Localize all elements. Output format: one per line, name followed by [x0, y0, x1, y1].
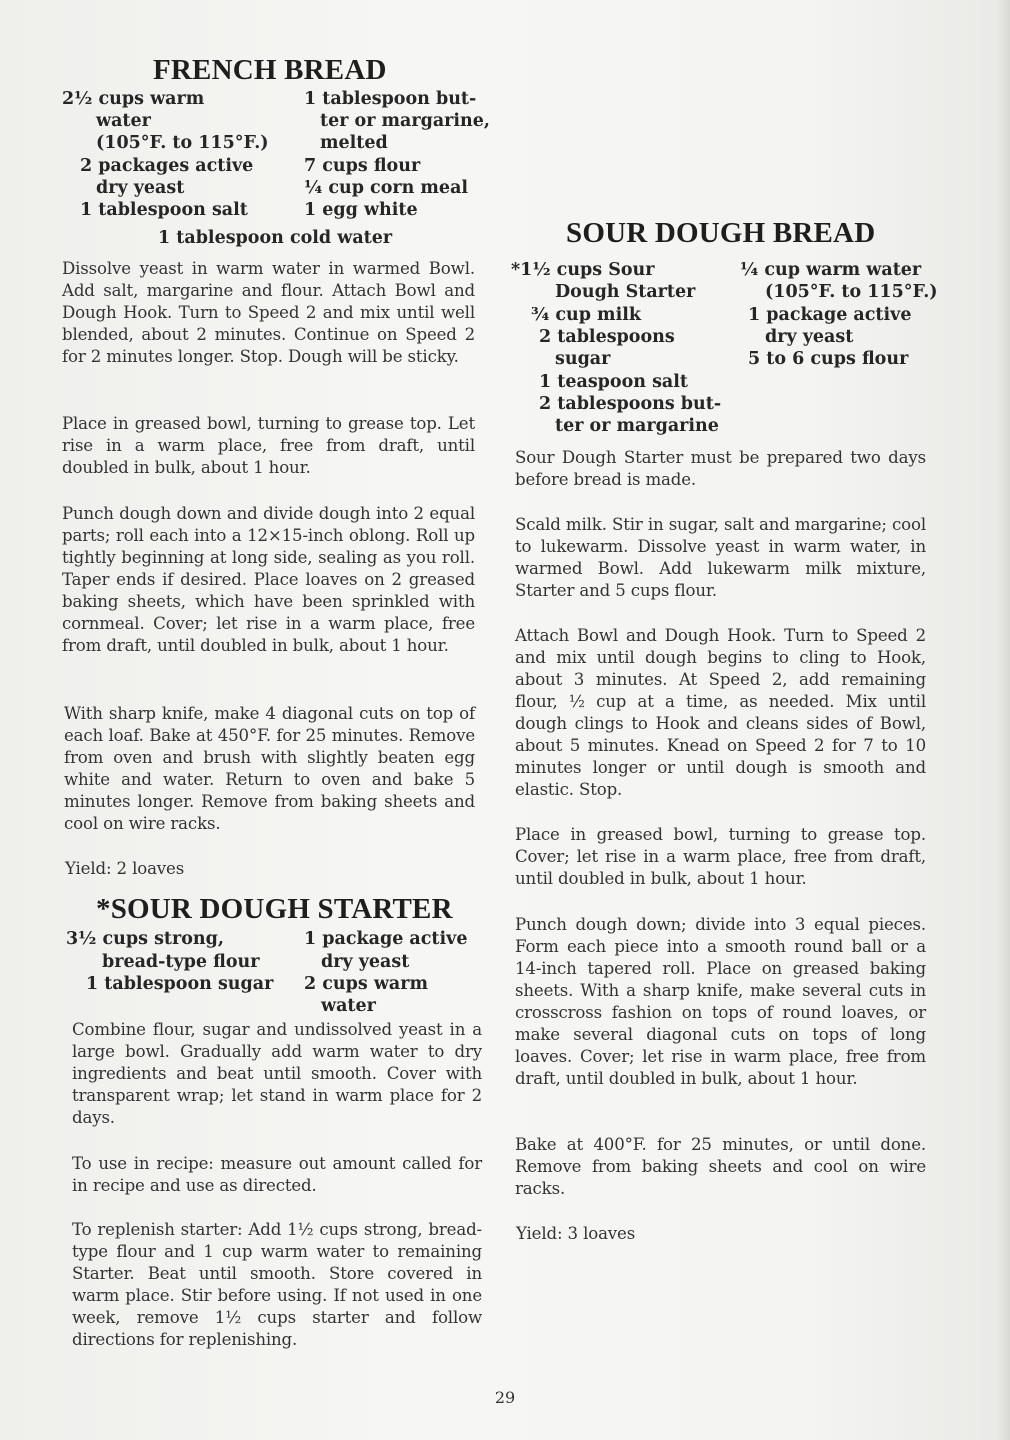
ingredient-line: 1 tablespoon but-	[304, 89, 477, 109]
instruction-paragraph: Dissolve yeast in warm water in warmed Bowl. Add salt, margarine and flour. Attach Bowl and Dough Hook. Turn to Speed 2 and mix until well blended, about 2 minutes. Continue on Speed 2 for 2 minutes longer. Stop. Dough will be sticky.	[62, 259, 475, 366]
yield-text: Yield: 3 loaves	[516, 1224, 636, 1243]
instruction-paragraph: Punch dough down and divide dough into 2 equal parts; roll each into a 12×15-inch oblong. Roll up tightly beginning at long side, sealing as you roll. Taper ends if desired. Place loaves on 2 greased baking sheets, which have been sprinkled with cornmeal. Cover; let rise in a warm place, free from draft, until doubled in bulk, about 1 hour.	[62, 504, 475, 655]
instruction-paragraph: Punch dough down; divide into 3 equal pieces. Form each piece into a smooth round ball or a 14-inch tapered roll. Place on greased baking sheets. With a sharp knife, make several cuts in crosscross fashion on tops of round loaves, or make several diagonal cuts on tops of long loaves. Cover; let rise in warm place, free from draft, until doubled in bulk, about 1 hour.	[515, 915, 926, 1088]
instruction-paragraph: With sharp knife, make 4 diagonal cuts on top of each loaf. Bake at 450°F. for 25 minutes. Remove from oven and brush with slightly beaten egg white and water. Return to oven and bake 5 minutes longer. Remove from baking sheets and cool on wire racks.	[64, 704, 475, 833]
sour-dough-starter-title: *SOUR DOUGH STARTER	[96, 893, 453, 925]
ingredient-line: 3½ cups strong,	[66, 929, 224, 949]
ingredient-line: ter or margarine,	[320, 111, 490, 131]
instruction-paragraph: Bake at 400°F. for 25 minutes, or until done. Remove from baking sheets and cool on wire racks.	[515, 1135, 926, 1198]
sour-dough-bread-title: SOUR DOUGH BREAD	[566, 217, 876, 249]
instruction-paragraph: Place in greased bowl, turning to grease top. Cover; let rise in a warm place, free from draft, until doubled in bulk, about 1 hour.	[515, 825, 926, 888]
ingredient-line: dry yeast	[321, 952, 410, 972]
instruction-paragraph: To use in recipe: measure out amount called for in recipe and use as directed.	[72, 1154, 482, 1195]
ingredient-line: ¾ cup milk	[531, 305, 641, 325]
instruction-paragraph: To replenish starter: Add 1½ cups strong, bread-type flour and 1 cup warm water to remaining Starter. Beat until smooth. Store covered in warm place. Stir before using. If not used in one week, remove 1½ cups starter and follow directions for replenishing.	[72, 1220, 482, 1349]
ingredient-line: 1 package active	[748, 305, 912, 325]
ingredient-line: bread-type flour	[102, 952, 260, 972]
instruction-paragraph: Place in greased bowl, turning to grease top. Let rise in a warm place, free from draft, until doubled in bulk, about 1 hour.	[62, 414, 475, 477]
ingredient-line: ¼ cup corn meal	[304, 178, 469, 198]
ingredient-line: ter or margarine	[555, 416, 719, 436]
ingredient-line: 1 teaspoon salt	[539, 372, 688, 392]
ingredient-line: ¼ cup warm water	[740, 260, 922, 280]
ingredient-line: 1 tablespoon cold water	[158, 228, 393, 248]
ingredient-line: 1 package active	[304, 929, 468, 949]
page-number: 29	[494, 1388, 516, 1407]
ingredient-line: 7 cups flour	[304, 156, 421, 176]
ingredient-line: water	[321, 996, 376, 1016]
instruction-paragraph: Combine flour, sugar and undissolved yeast in a large bowl. Gradually add warm water to dry ingredients and beat until smooth. Cover with transparent wrap; let stand in warm place for 2 days.	[72, 1020, 482, 1127]
french-bread-title: FRENCH BREAD	[153, 54, 387, 86]
ingredient-line: 2 tablespoons	[539, 327, 675, 347]
ingredient-line: melted	[320, 133, 388, 153]
ingredient-line: (105°F. to 115°F.)	[765, 282, 938, 302]
ingredient-line: (105°F. to 115°F.)	[96, 133, 269, 153]
page-edge-shadow	[996, 0, 1010, 1440]
ingredient-line: Dough Starter	[555, 282, 696, 302]
instruction-paragraph: Attach Bowl and Dough Hook. Turn to Speed 2 and mix until dough begins to cling to Hook, about 3 minutes. At Speed 2, add remaining flour, ½ cup at a time, as needed. Mix until dough clings to Hook and cleans sides of Bowl, about 5 minutes. Knead on Speed 2 for 7 to 10 minutes longer or until dough is smooth and elastic. Stop.	[515, 626, 926, 799]
yield-text: Yield: 2 loaves	[65, 859, 185, 878]
ingredient-line: 2 packages active	[80, 156, 254, 176]
ingredient-line: 1 tablespoon sugar	[86, 974, 274, 994]
ingredient-line: 2 cups warm	[304, 974, 428, 994]
ingredient-line: dry yeast	[765, 327, 854, 347]
instruction-paragraph: Sour Dough Starter must be prepared two days before bread is made.	[515, 448, 926, 489]
ingredient-line: dry yeast	[96, 178, 185, 198]
ingredient-line: 1 tablespoon salt	[80, 200, 248, 220]
ingredient-line: 5 to 6 cups flour	[748, 349, 909, 369]
ingredient-line: 2 tablespoons but-	[539, 394, 722, 414]
instruction-paragraph: Scald milk. Stir in sugar, salt and margarine; cool to lukewarm. Dissolve yeast in warm water, in warmed Bowl. Add lukewarm milk mixture, Starter and 5 cups flour.	[515, 515, 926, 600]
ingredient-line: *1½ cups Sour	[511, 260, 655, 280]
ingredient-line: 2½ cups warm	[62, 89, 205, 109]
ingredient-line: sugar	[555, 349, 611, 369]
ingredient-line: 1 egg white	[304, 200, 418, 220]
ingredient-line: water	[96, 111, 151, 131]
